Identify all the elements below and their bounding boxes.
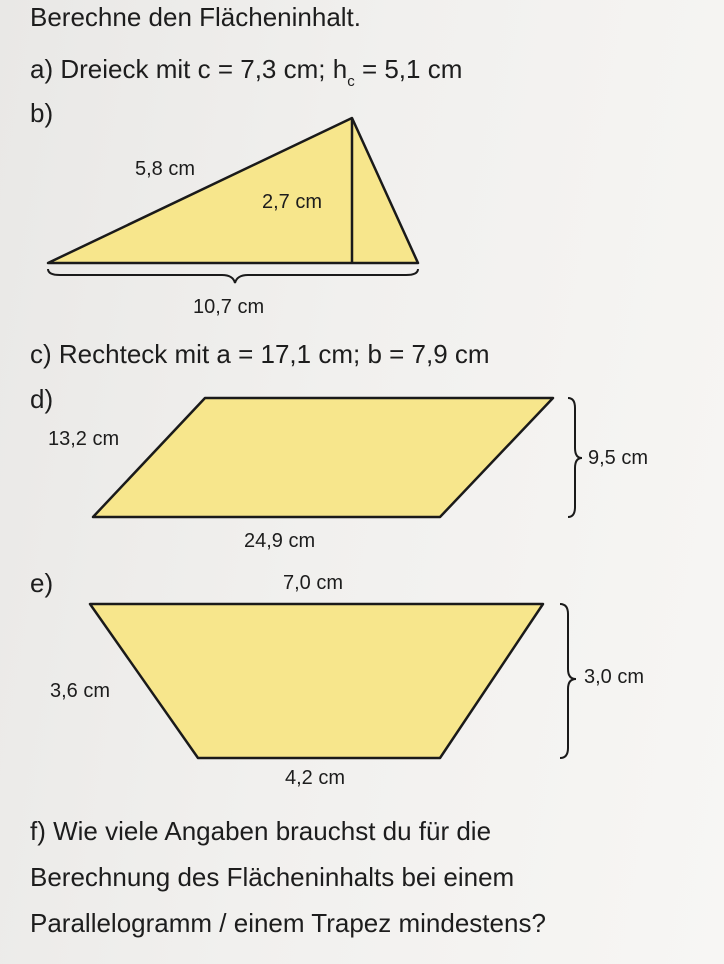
task-d-letter: d): [30, 384, 54, 414]
task-a-h-symbol: h: [332, 54, 348, 84]
triangle-height-label: 2,7 cm: [262, 191, 323, 213]
parallelogram-base-label: 24,9 cm: [244, 530, 316, 552]
task-c-b-value: b = 7,9 cm: [367, 339, 490, 369]
task-f-line-2: Berechnung des Flächeninhalts bei einem: [30, 862, 515, 892]
trapezoid-side-label: 3,6 cm: [50, 680, 111, 702]
task-a-letter: a): [30, 54, 54, 84]
task-b-letter: b): [30, 98, 54, 128]
task-c-letter: c): [30, 339, 52, 369]
trapezoid-height-brace: [560, 604, 576, 758]
parallelogram-height-label: 9,5 cm: [588, 447, 649, 469]
parallelogram-shape: [93, 398, 553, 517]
exercise-heading: Berechne den Flächeninhalt.: [30, 2, 362, 32]
trapezoid-height-label: 3,0 cm: [584, 666, 645, 688]
triangle-base-label: 10,7 cm: [193, 296, 265, 318]
task-e-letter: e): [30, 568, 54, 598]
parallelogram-height-brace: [568, 398, 582, 517]
triangle-side-label: 5,8 cm: [135, 158, 196, 180]
triangle-shape: [48, 118, 418, 263]
task-a-c-value: = 7,3 cm;: [217, 54, 326, 84]
task-a-h-value: = 5,1 cm: [361, 54, 463, 84]
task-c-a-value: a = 17,1 cm;: [216, 339, 361, 369]
task-f-line-3: Parallelogramm / einem Trapez mindestens?: [30, 908, 546, 938]
task-c: [30, 339, 490, 370]
task-f-line-1: f) Wie viele Angaben brauchst du für die: [30, 816, 492, 846]
trapezoid-bottom-label: 4,2 cm: [285, 767, 346, 789]
task-a-text: Dreieck mit: [60, 54, 191, 84]
trapezoid-top-label: 7,0 cm: [283, 572, 344, 594]
task-a-c-symbol: c: [197, 54, 211, 84]
triangle-base-brace: [48, 269, 418, 283]
parallelogram-side-label: 13,2 cm: [48, 428, 120, 450]
trapezoid-shape: [90, 604, 543, 758]
task-c-text: Rechteck mit: [58, 339, 210, 369]
task-a-h-subscript: c: [347, 73, 355, 90]
